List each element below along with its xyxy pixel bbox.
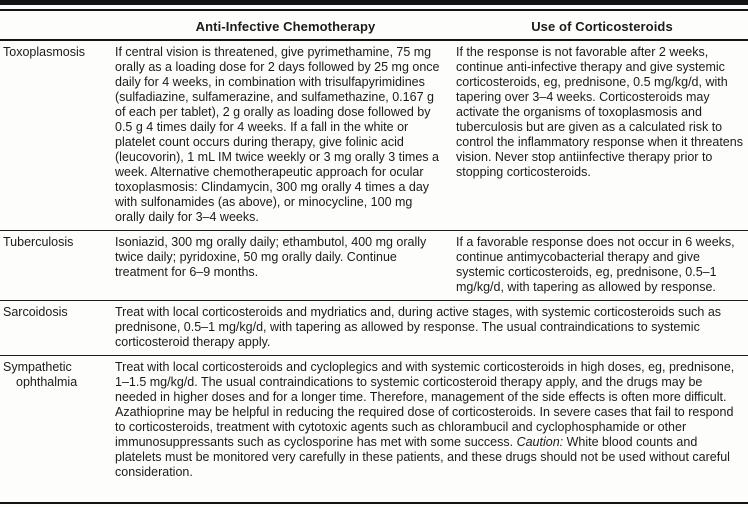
treatment-cell-sarcoidosis: Treat with local corticosteroids and mydriatics and, during active stages, with systemic corticosteroids such as prednisone, 0.5–1 mg/kg/d, with tapering as allowed by response. The usual contraindications to systemic corticosteroid therapy apply.	[115, 304, 722, 349]
condition-label-sympathetic-ophthalmia: Sympathetic ophthalmia	[3, 359, 78, 389]
caution-text: White blood counts and platelets must be monitored very carefully in these patients, and these drugs should not be used without careful consideration.	[115, 434, 730, 479]
table-row-tuberculosis	[0, 230, 748, 300]
treatment-cell-sympathetic-ophthalmia	[115, 360, 748, 480]
column-header-corticosteroids: Use of Corticosteroids	[531, 18, 673, 34]
table-header-row	[0, 11, 748, 41]
condition-label-toxoplasmosis: Toxoplasmosis	[3, 44, 85, 59]
table-row-sarcoidosis	[0, 300, 748, 355]
table-row-sympathetic-ophthalmia	[0, 355, 748, 485]
corticosteroids-cell-tuberculosis: If a favorable response does not occur in 6 weeks, continue antimycobacterial therapy and give systemic corticosteroids, eg, prednisone, 0.5–1 mg/kg/d, with tapering as allowed by response.	[456, 234, 735, 294]
top-rule-thick	[0, 0, 748, 5]
column-header-anti-infective: Anti-Infective Chemotherapy	[195, 18, 376, 34]
bottom-rule	[0, 502, 748, 505]
anti-infective-cell-tuberculosis: Isoniazid, 300 mg orally daily; ethambutol, 400 mg orally twice daily; pyridoxine, 50 mg orally daily. Continue treatment for 6–9 months.	[115, 234, 427, 279]
table-row-toxoplasmosis	[0, 41, 748, 230]
condition-label-tuberculosis: Tuberculosis	[3, 234, 74, 249]
condition-label-sarcoidosis: Sarcoidosis	[3, 304, 68, 319]
corticosteroids-cell-toxoplasmosis: If the response is not favorable after 2 weeks, continue anti-infective therapy and give systemic corticosteroids, eg, prednisone, 0.5 mg/kg/d, with tapering over 3–4 weeks. Corticosteroids may activate the organisms of toxoplasmosis and tuberculosis but are given as a calculated risk to control the inflammatory response when it threatens vision. Never stop antiinfective therapy prior to stopping corticosteroids.	[456, 44, 743, 179]
anti-infective-cell-toxoplasmosis: If central vision is threatened, give pyrimethamine, 75 mg orally as a loading dose for 2 days followed by 25 mg once daily for 4 weeks, in combination with trisulfapyrimidines (sulfadiazine, sulfamerazine, and sulfamethazine, 0.167 g of each per tablet), 2 g orally as loading dose followed by 0.5 g 4 times daily for 4 weeks. If a fall in the white or platelet count occurs during therapy, give folinic acid (leucovorin), 1 mL IM twice weekly or 3 mg orally 3 times a week. Alternative chemotherapeutic approach for ocular toxoplasmosis: Clindamycin, 300 mg orally 4 times a day with sulfonamides (as above), or minocycline, 100 mg orally daily for 3–4 weeks.	[115, 44, 440, 224]
caution-label: Caution:	[516, 434, 564, 449]
treatment-text-main: Treat with local corticosteroids and cycloplegics and with systemic corticosteroids in high doses, eg, prednisone, 1–1.5 mg/kg/d. The usual contraindications to systemic corticosteroid therapy apply, and the drugs may be needed in higher doses and for a longer time. Therefore, management of the side effects is often more difficult. Azathioprine may be helpful in reducing the required dose of corticosteroids. In severe cases that fail to respond to corticosteroids, treatment with cytotoxic agents such as chlorambucil and cyclophosphamide or other immunosuppressants such as cyclosporine has met with some success.	[115, 359, 735, 449]
